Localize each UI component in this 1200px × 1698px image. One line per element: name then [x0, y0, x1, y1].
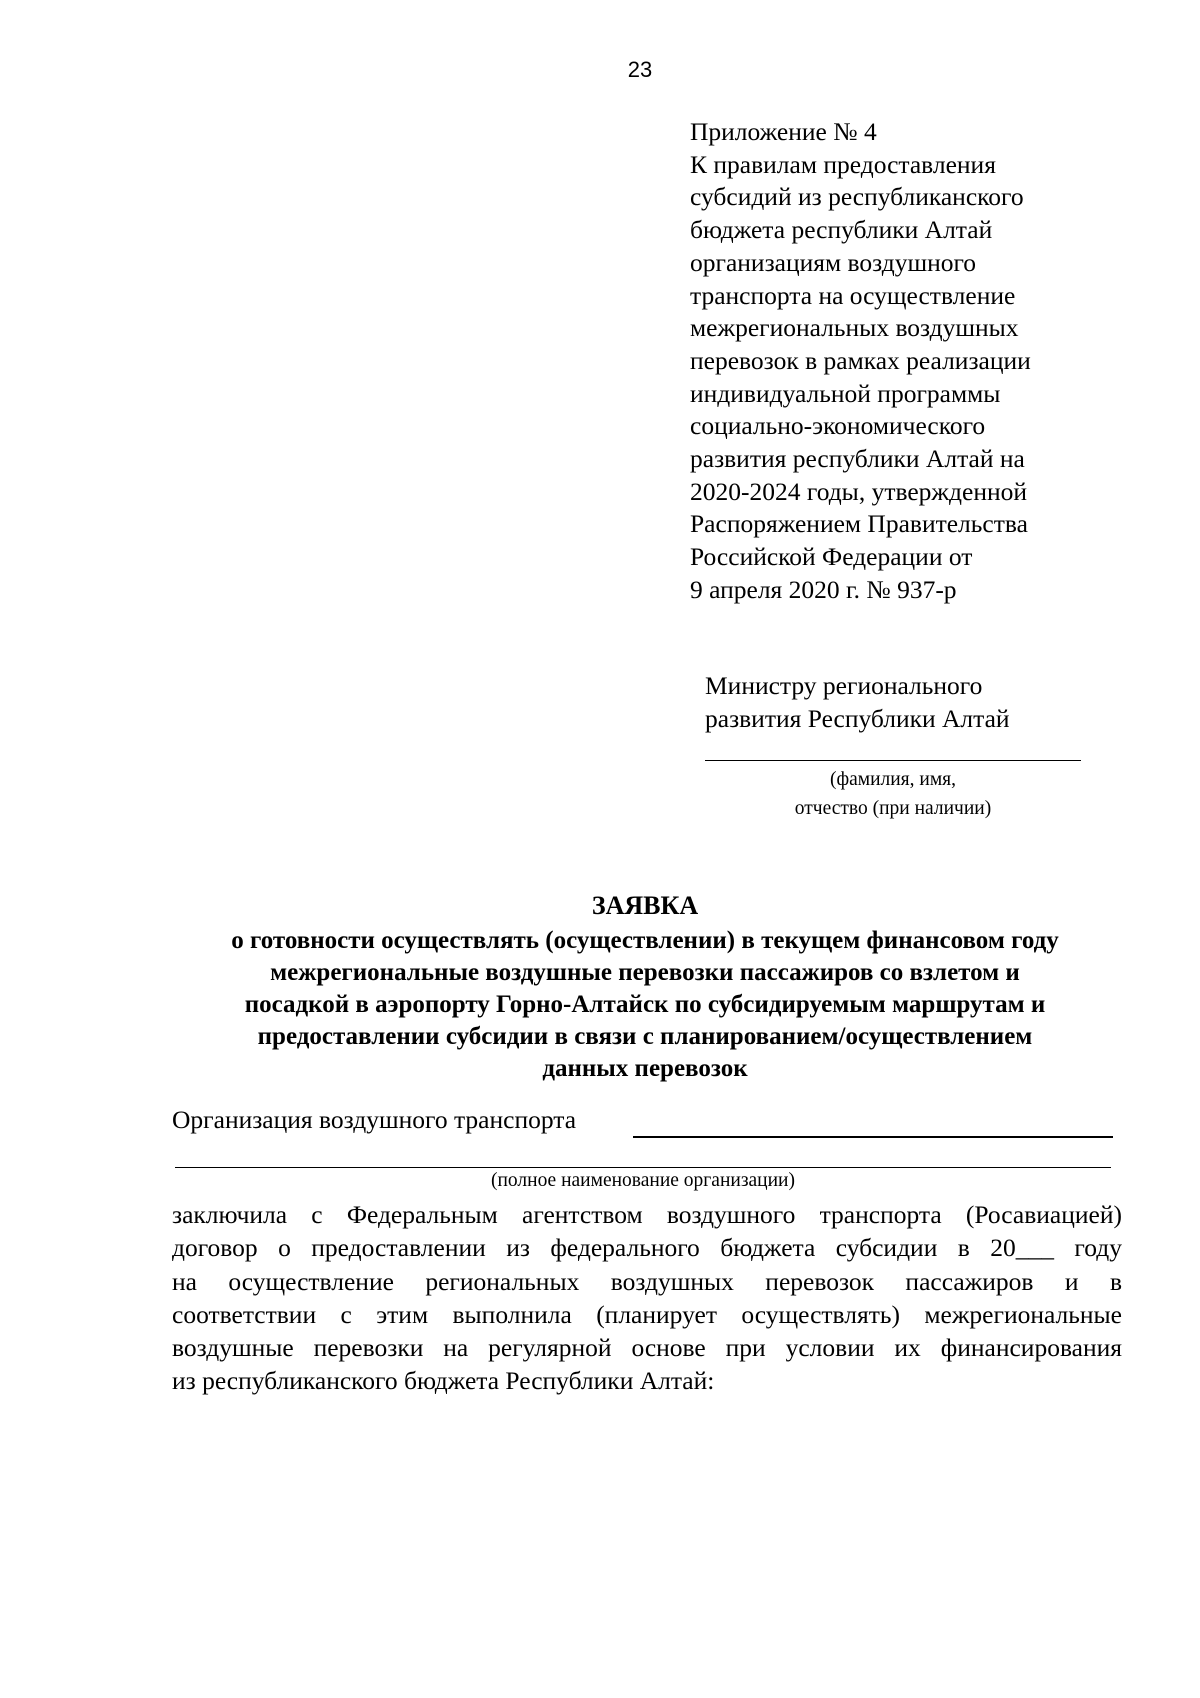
title-line: о готовности осуществлять (осуществлении) в текущем финансовом году — [231, 927, 1059, 954]
body-line: соответствии с этим выполнила (планирует осуществлять) межрегиональные — [172, 1299, 1122, 1329]
title-line: межрегиональные воздушные перевозки пассажиров со взлетом и — [270, 959, 1020, 986]
page-number: 23 — [627, 57, 653, 82]
addressee-line: развития Республики Алтай — [705, 703, 1010, 733]
appendix-line: Российской Федерации от — [690, 542, 973, 572]
appendix-line: К правилам предоставления — [690, 149, 996, 179]
body-line: договор о предоставлении из федерального бюджета субсидии в 20___ году — [172, 1233, 1122, 1263]
title-main: ЗАЯВКА — [591, 891, 699, 920]
organization-fill-line[interactable] — [633, 1136, 1113, 1138]
appendix-note — [690, 116, 1090, 607]
appendix-line: Распоряжением Правительства — [690, 509, 1028, 539]
body-line: воздушные перевозки на регулярной основе при условии их финансирования — [172, 1333, 1122, 1363]
name-fill-line[interactable] — [705, 760, 1081, 761]
title-line: предоставлении субсидии в связи с планированием/осуществлением — [257, 1023, 1033, 1050]
appendix-line: развития республики Алтай на — [690, 444, 1025, 474]
appendix-line: Приложение № 4 — [690, 117, 877, 146]
name-fill-caption — [705, 766, 1081, 823]
addressee-line: Министру регионального — [705, 671, 983, 700]
body-paragraph — [172, 1198, 1122, 1398]
caption-line: отчество (при наличии) — [794, 797, 992, 819]
appendix-line: 2020-2024 годы, утвержденной — [690, 476, 1028, 506]
appendix-line: индивидуальной программы — [690, 378, 1001, 408]
body-line: заключила с Федеральным агентством воздушного транспорта (Росавиацией) — [172, 1200, 1122, 1229]
body-line: на осуществление региональных воздушных перевозок пассажиров и в — [172, 1266, 1122, 1296]
caption-line: (фамилия, имя, — [829, 769, 957, 790]
body-line: из республиканского бюджета Республики Алтай: — [172, 1366, 715, 1396]
title-line: данных перевозок — [542, 1055, 748, 1082]
appendix-line: перевозок в рамках реализации — [690, 345, 1031, 375]
appendix-line: межрегиональных воздушных — [690, 313, 1019, 343]
appendix-line: 9 апреля 2020 г. № 937-р — [690, 574, 957, 604]
appendix-line: бюджета республики Алтай — [690, 215, 993, 245]
title-line: посадкой в аэропорту Горно-Алтайск по субсидируемым маршрутам и — [244, 991, 1046, 1018]
appendix-line: субсидий из республиканского — [690, 182, 1024, 212]
appendix-line: транспорта на осуществление — [690, 280, 1016, 310]
appendix-line: социально-экономического — [690, 411, 986, 441]
appendix-line: организациям воздушного — [690, 247, 977, 277]
organization-label: Организация воздушного транспорта — [172, 1105, 577, 1134]
application-title — [150, 890, 1140, 1085]
organization-caption: (полное наименование организации) — [490, 1170, 795, 1191]
addressee — [705, 670, 1105, 735]
